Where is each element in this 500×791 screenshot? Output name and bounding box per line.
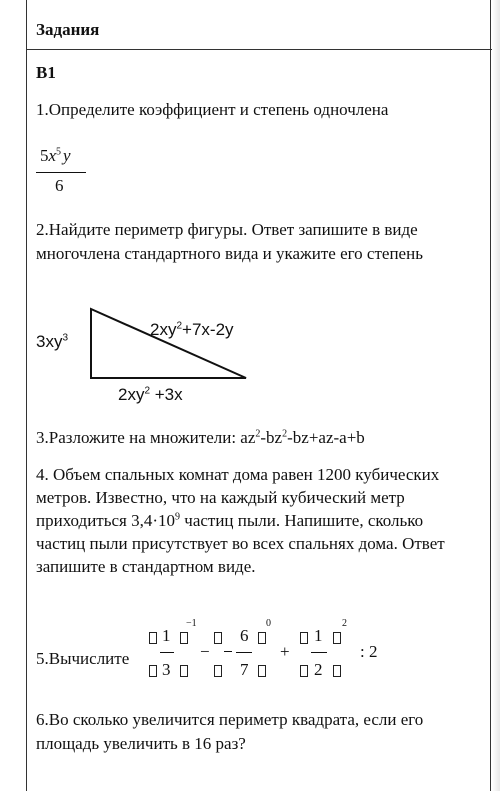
task1-denominator: 6 (55, 176, 64, 195)
header-divider (26, 49, 492, 50)
f1-bar (160, 652, 174, 653)
task2-text: 2.Найдите периметр фигуры. Ответ запишите в виде многочлена стандартного вида и укажите его степень (36, 220, 423, 263)
numerator-x: x (48, 146, 57, 165)
f1-denominator: 3 (162, 660, 171, 679)
bracket-placeholder-icon (300, 632, 308, 644)
f2-bar (236, 652, 252, 653)
f2-numerator: 6 (240, 626, 249, 645)
bracket-placeholder-icon (180, 632, 188, 644)
header-title: Задания (36, 20, 100, 39)
divide-tail: : 2 (360, 642, 378, 661)
right-border (490, 0, 491, 791)
minus-sign: − (200, 642, 210, 661)
task3-text: 3.Разложите на множители: $az^2-bz^2-bz+az-a+b$ (36, 428, 365, 447)
bracket-placeholder-icon (258, 632, 266, 644)
task5-expression (146, 618, 396, 688)
f1-exponent: −1 (186, 618, 197, 629)
bracket-placeholder-icon (333, 632, 341, 644)
triangle-hypotenuse-label: $2xy^2+7x-2y$ (150, 320, 234, 339)
task1-fraction-bar (36, 172, 86, 173)
f3-denominator: 2 (314, 660, 323, 679)
f3-exponent: 2 (342, 618, 347, 629)
task1-text: 1.Определите коэффициент и степень одночлена (36, 100, 389, 119)
f2-denominator: 7 (240, 660, 249, 679)
task5-label: 5.Вычислите (36, 649, 130, 668)
numerator-exp: 5 (56, 146, 62, 158)
task4-text: 4. Объем спальных комнат дома равен 1200 кубических метров. Известно, что на каждый кубический метр приходиться $3,4\cdot 10^9$ частиц пыли. Напишите, сколько частиц пыли присутствует во всех спальнях дома. Ответ запишите в стандартном виде. (36, 465, 445, 576)
bracket-placeholder-icon (333, 665, 341, 677)
triangle-figure (88, 306, 258, 382)
task1-numerator (40, 146, 71, 166)
f3-numerator: 1 (314, 626, 323, 645)
page-edge (492, 0, 500, 791)
numerator-y: y (63, 146, 71, 165)
triangle-bottom-label: $2xy^2 +3x$ (118, 385, 183, 404)
bracket-placeholder-icon (258, 665, 266, 677)
f2-exponent: 0 (266, 618, 271, 629)
plus-sign: + (280, 642, 290, 661)
bracket-placeholder-icon (300, 665, 308, 677)
numerator-coef: 5 (40, 146, 49, 165)
f1-numerator: 1 (162, 626, 171, 645)
variant-label: В1 (36, 63, 56, 82)
bracket-placeholder-icon (214, 632, 222, 644)
bracket-placeholder-icon (214, 665, 222, 677)
task1-fraction (36, 144, 92, 200)
f3-bar (311, 652, 327, 653)
triangle-left-side-label: $3xy^3$ (36, 332, 69, 351)
task6-text: 6.Во сколько увеличится периметр квадрата, если его площадь увеличить в 16 раз? (36, 710, 424, 753)
bracket-placeholder-icon (149, 665, 157, 677)
left-border (26, 0, 27, 791)
bracket-placeholder-icon (149, 632, 157, 644)
bracket-placeholder-icon (180, 665, 188, 677)
unary-minus-sign (224, 651, 232, 652)
